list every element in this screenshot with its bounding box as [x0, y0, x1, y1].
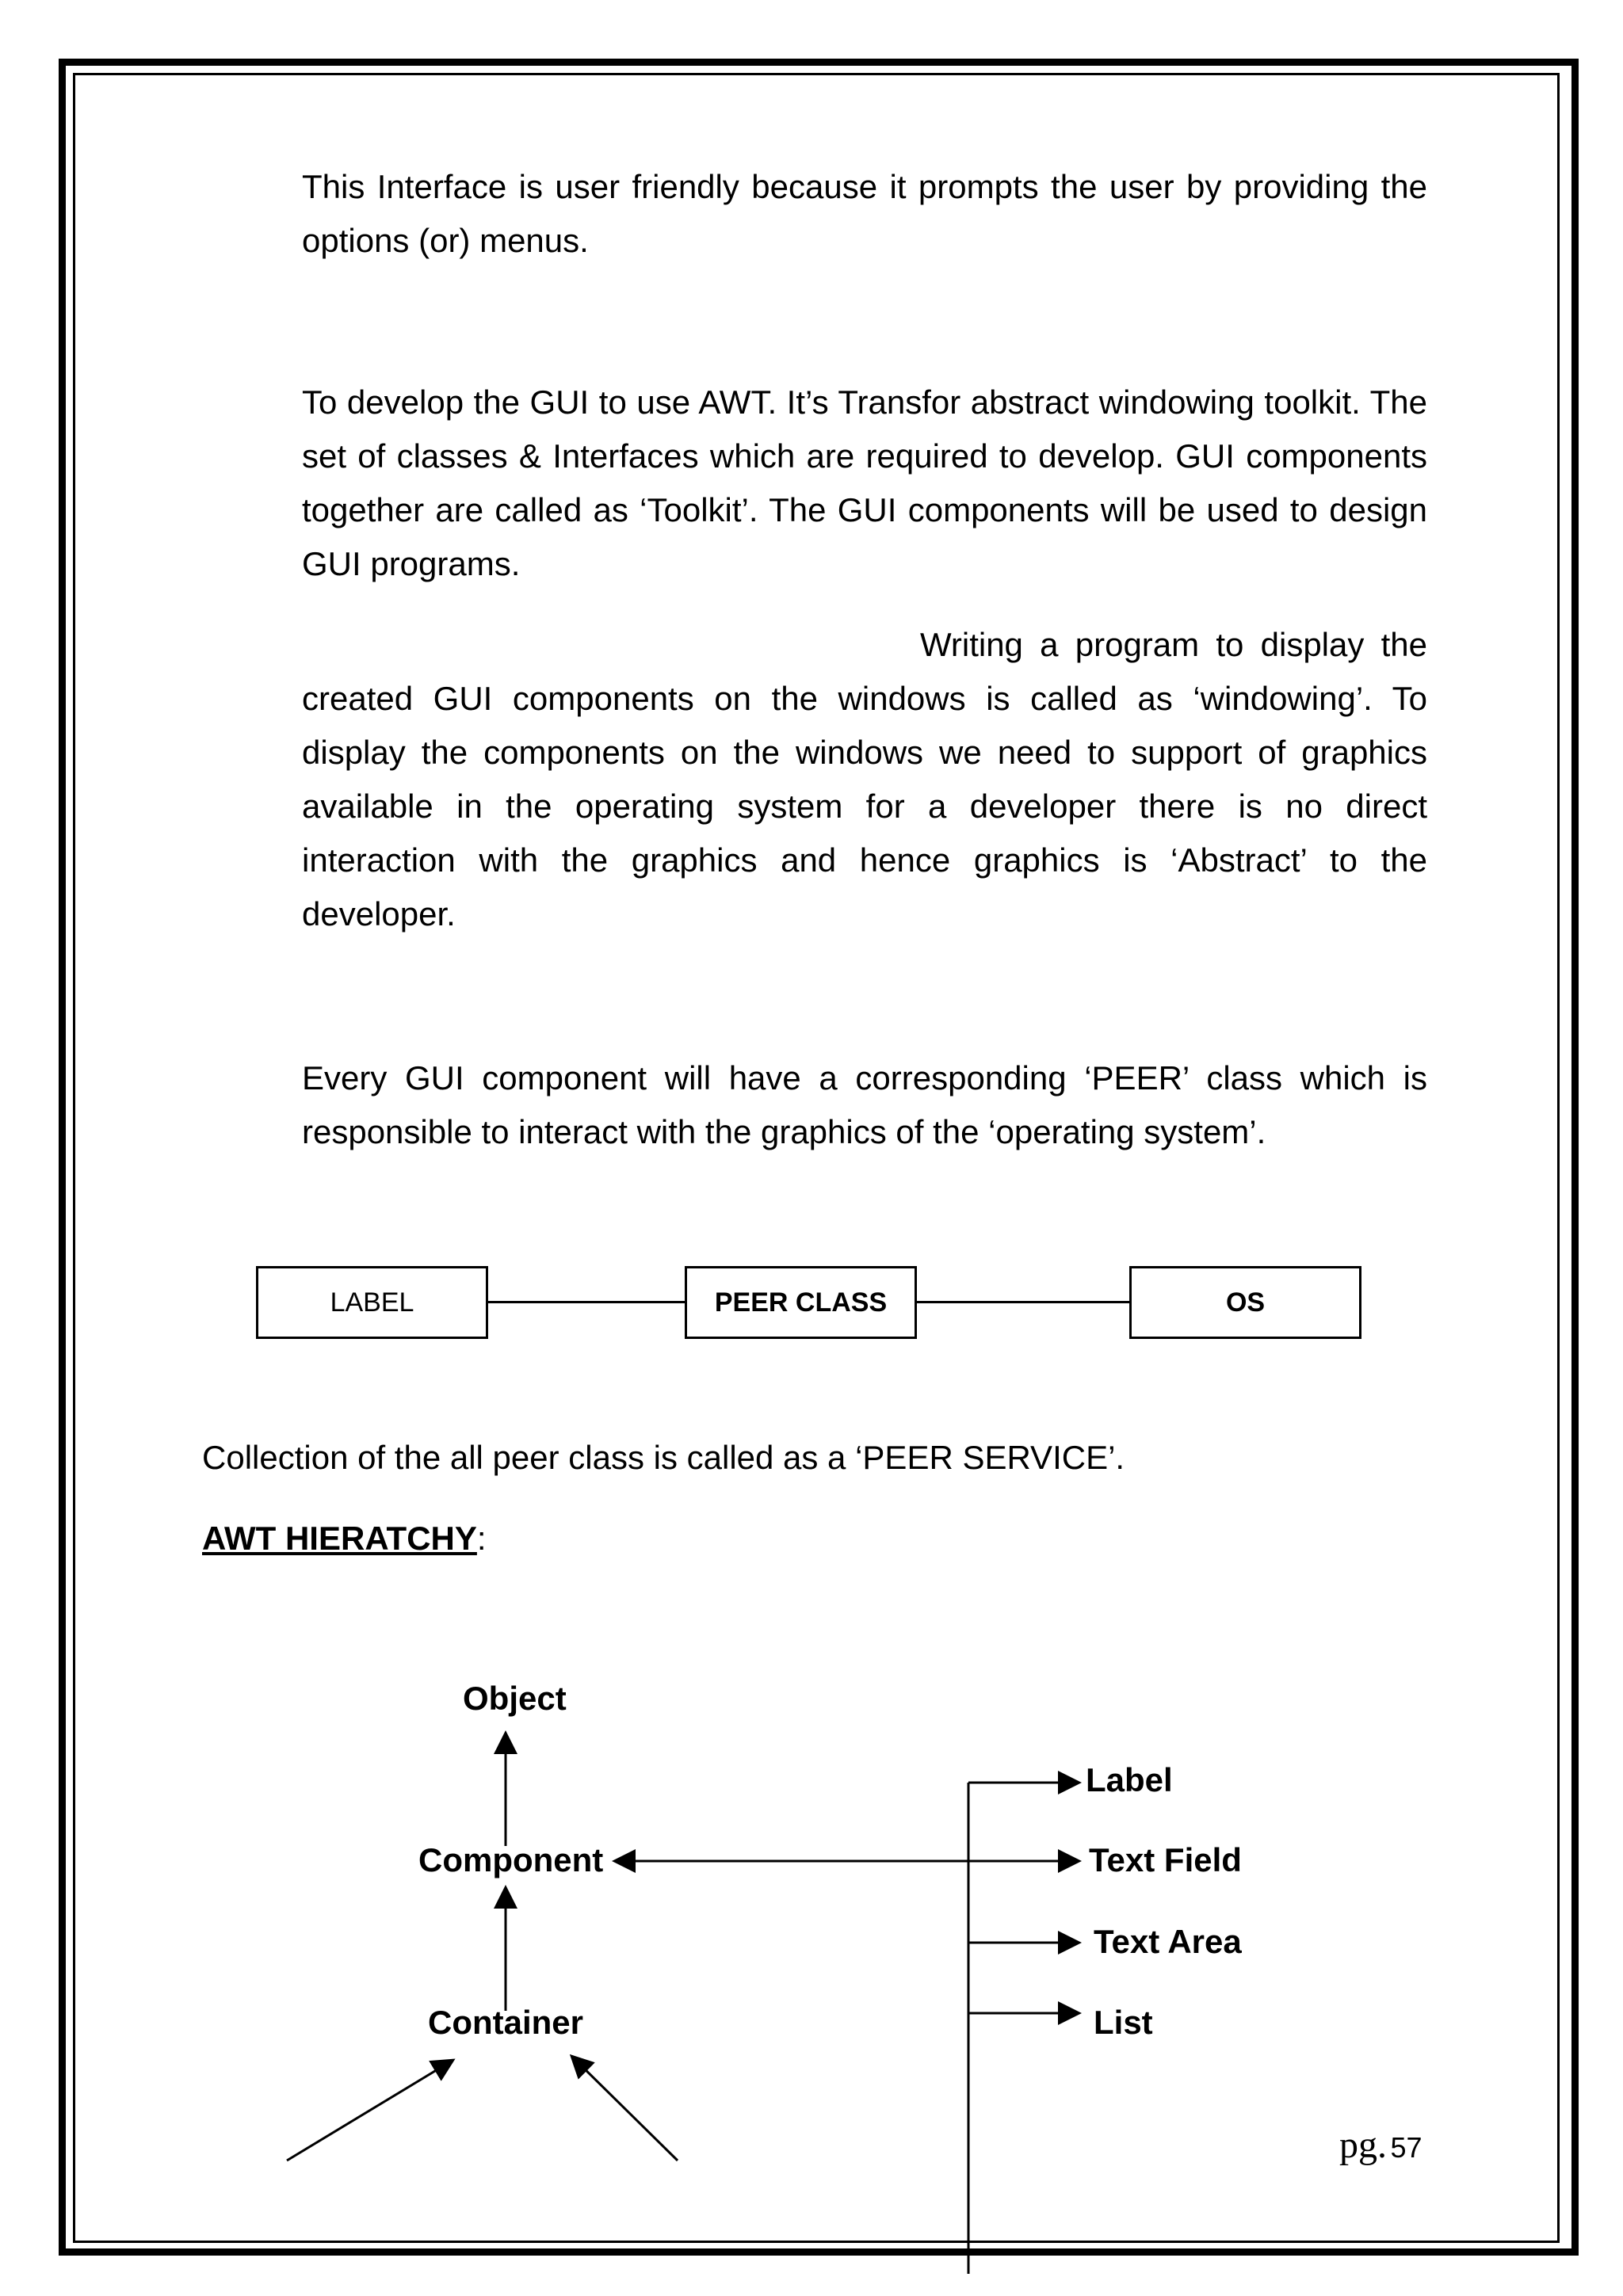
node-list: List: [1094, 2004, 1153, 2041]
node-text-field: Text Field: [1089, 1841, 1242, 1878]
arrow-left-to-container: [287, 2060, 453, 2161]
node-component: Component: [418, 1841, 604, 1878]
peer-service-text: Collection of the all peer class is called as a ‘PEER SERVICE’.: [202, 1439, 1125, 1476]
node-text-area: Text Area: [1094, 1923, 1242, 1960]
paragraph-3: Writing a program to display the created GUI components on the windows is called as ‘windowing’. To display the components on the windows we need to support of graphics available in the operating system for a developer there is no direct interaction with the graphics and hence graphics is ‘Abstract’ to the developer.: [302, 626, 1427, 933]
paragraph-4: Every GUI component will have a corresponding ‘PEER’ class which is responsible to interact with the graphics of the ‘operating system’.: [302, 1059, 1427, 1150]
page-number-value: 57: [1390, 2131, 1423, 2164]
node-object: Object: [463, 1680, 567, 1717]
section-heading-colon: :: [476, 1520, 487, 1557]
section-heading-text: AWT HIERATCHY: [202, 1520, 477, 1557]
page-number: [1339, 2123, 1423, 2167]
page-number-label: pg.: [1339, 2124, 1387, 2166]
peer-class-box-text: PEER CLASS: [714, 1287, 888, 1318]
os-box-text: OS: [1225, 1287, 1266, 1318]
paragraph-1: This Interface is user friendly because it prompts the user by providing the options (or) menus.: [302, 168, 1427, 259]
node-container: Container: [428, 2004, 584, 2041]
label-box-text: LABEL: [330, 1287, 414, 1318]
node-label: Label: [1086, 1761, 1173, 1798]
arrow-right-to-container: [571, 2056, 678, 2161]
paragraph-2: To develop the GUI to use AWT. It’s Transfor abstract windowing toolkit. The set of classes & Interfaces which are required to develop. GUI components together are called as ‘Toolkit’. The GUI components will be used to design GUI programs.: [302, 383, 1427, 582]
